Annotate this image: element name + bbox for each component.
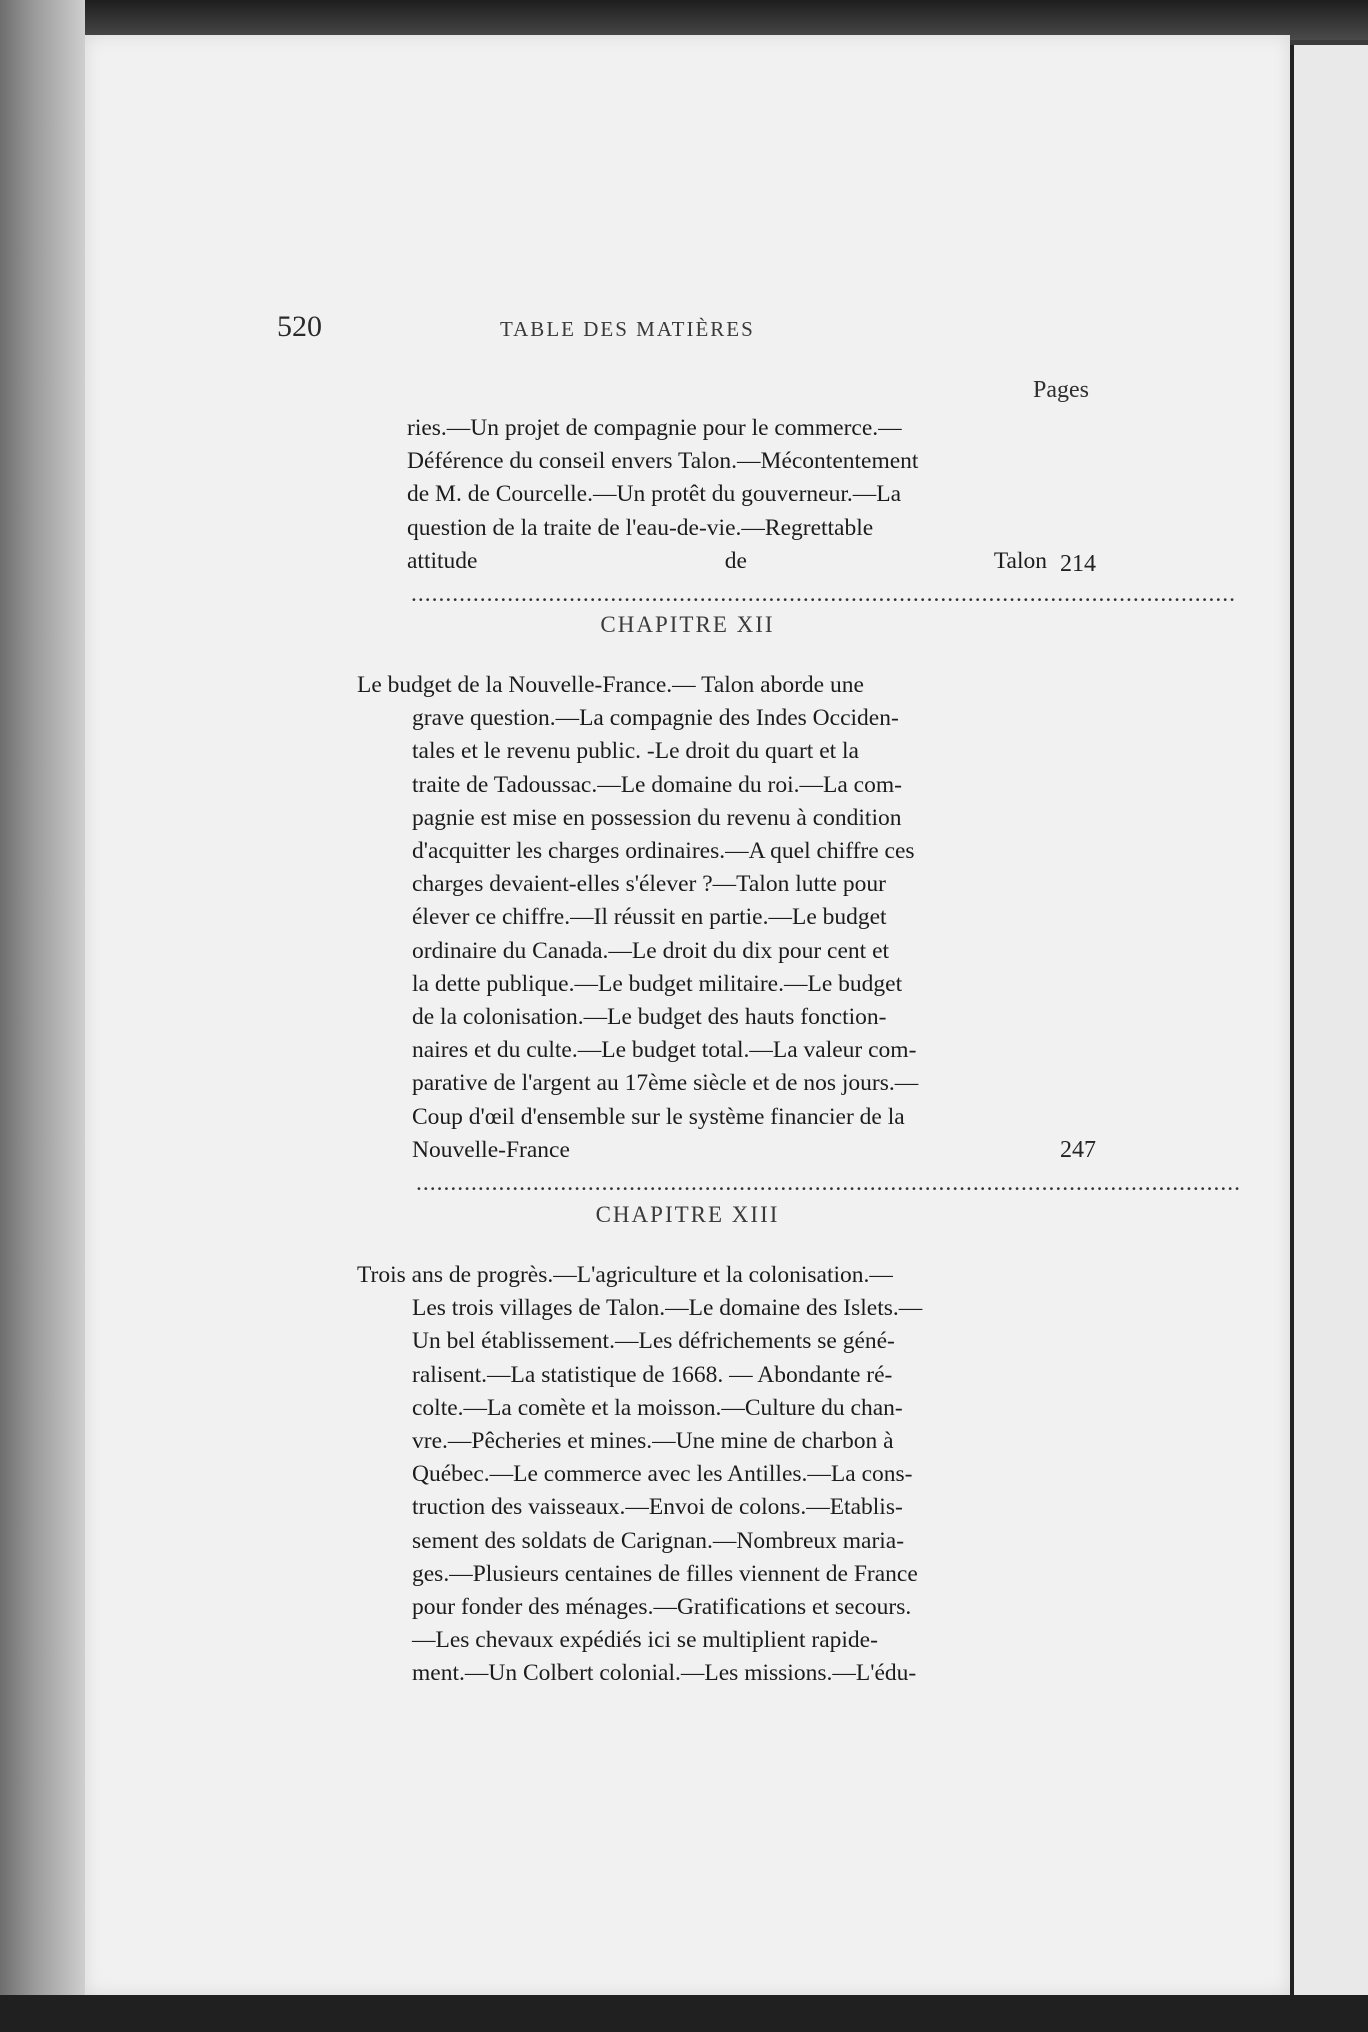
dot-leader: ........................................................................................................................ — [411, 581, 1236, 608]
entry-line: Coup d'œil d'ensemble sur le système financier de la — [412, 1103, 905, 1130]
running-title: TABLE DES MATIÈRES — [500, 317, 755, 341]
pages-column-label: Pages — [1033, 377, 1089, 403]
entry-line: pour fonder des ménages.—Gratifications et secours. — [412, 1594, 912, 1621]
entry-line: ordinaire du Canada.—Le droit du dix pour cent et — [412, 937, 890, 964]
entry-line: naires et du culte.—Le budget total.—La valeur com- — [412, 1037, 917, 1064]
entry-line: truction des vaisseaux.—Envoi de colons.—Etablis- — [412, 1494, 903, 1521]
entry-line: de M. de Courcelle.—Un protêt du gouverneur.—La — [407, 481, 902, 508]
entry-line: vre.—Pêcheries et mines.—Une mine de charbon à — [412, 1428, 894, 1455]
entry-line: —Les chevaux expédiés ici se multiplient rapide- — [412, 1627, 878, 1654]
entry-line: ries.—Un projet de compagnie pour le commerce.— — [407, 415, 902, 441]
page-reference: 214 — [1060, 551, 1096, 577]
entry-line: charges devaient-elles s'élever ?—Talon lutte pour — [412, 871, 886, 898]
running-head — [0, 310, 1368, 350]
scan-top-edge — [0, 0, 1368, 40]
dot-leader: ........................................................................................................................ — [416, 1170, 1241, 1197]
toc-entry-chapter-xiii — [357, 1259, 1049, 1691]
entry-line: colte.—La comète et la moisson.—Culture du chan- — [412, 1394, 903, 1421]
chapter-heading-xiii: CHAPITRE XIII — [595, 1202, 780, 1227]
entry-line: Les trois villages de Talon.—Le domaine des Islets.— — [412, 1295, 923, 1322]
entry-line: d'acquitter les charges ordinaires.—A quel chiffre ces — [412, 838, 915, 865]
entry-line: question de la traite de l'eau-de-vie.—Regrettable — [407, 514, 874, 541]
entry-line: ralisent.—La statistique de 1668. — Abondante ré- — [412, 1361, 893, 1388]
entry-line: grave question.—La compagnie des Indes Occiden- — [412, 705, 899, 732]
entry-line: Trois ans de progrès.—L'agriculture et la colonisation.— — [357, 1262, 893, 1288]
entry-line: ment.—Un Colbert colonial.—Les missions.—L'édu- — [412, 1660, 917, 1687]
page-number: 520 — [277, 310, 322, 343]
entry-line: Le budget de la Nouvelle-France.— Talon aborde une — [357, 672, 864, 698]
entry-line: ges.—Plusieurs centaines de filles viennent de France — [412, 1560, 918, 1587]
book-spine-edge — [0, 0, 85, 2032]
toc-entry-continuation — [355, 412, 1236, 611]
entry-line: Nouvelle-France — [412, 1136, 570, 1163]
entry-line: pagnie est mise en possession du revenu à condition — [412, 804, 902, 831]
entry-line: attitude de Talon — [407, 547, 1047, 574]
chapter-heading-xii: CHAPITRE XII — [600, 612, 775, 637]
entry-line: Québec.—Le commerce avec les Antilles.—La cons- — [412, 1461, 913, 1488]
entry-line: tales et le revenu public. -Le droit du quart et la — [412, 738, 859, 765]
entry-line: sement des soldats de Carignan.—Nombreux maria- — [412, 1527, 905, 1554]
entry-line: de la colonisation.—Le budget des hauts fonction- — [412, 1004, 887, 1031]
entry-line: Déférence du conseil envers Talon.—Mécontentement — [407, 448, 919, 475]
entry-line: la dette publique.—Le budget militaire.—Le budget — [412, 970, 903, 997]
scan-bottom-edge — [0, 1995, 1368, 2032]
entry-line: parative de l'argent au 17ème siècle et de nos jours.— — [412, 1070, 919, 1097]
page-reference: 247 — [1060, 1137, 1096, 1163]
entry-line: traite de Tadoussac.—Le domaine du roi.—La com- — [412, 771, 902, 798]
entry-line: Un bel établissement.—Les défrichements se géné- — [412, 1328, 895, 1355]
entry-line: élever ce chiffre.—Il réussit en partie.—Le budget — [412, 904, 887, 931]
